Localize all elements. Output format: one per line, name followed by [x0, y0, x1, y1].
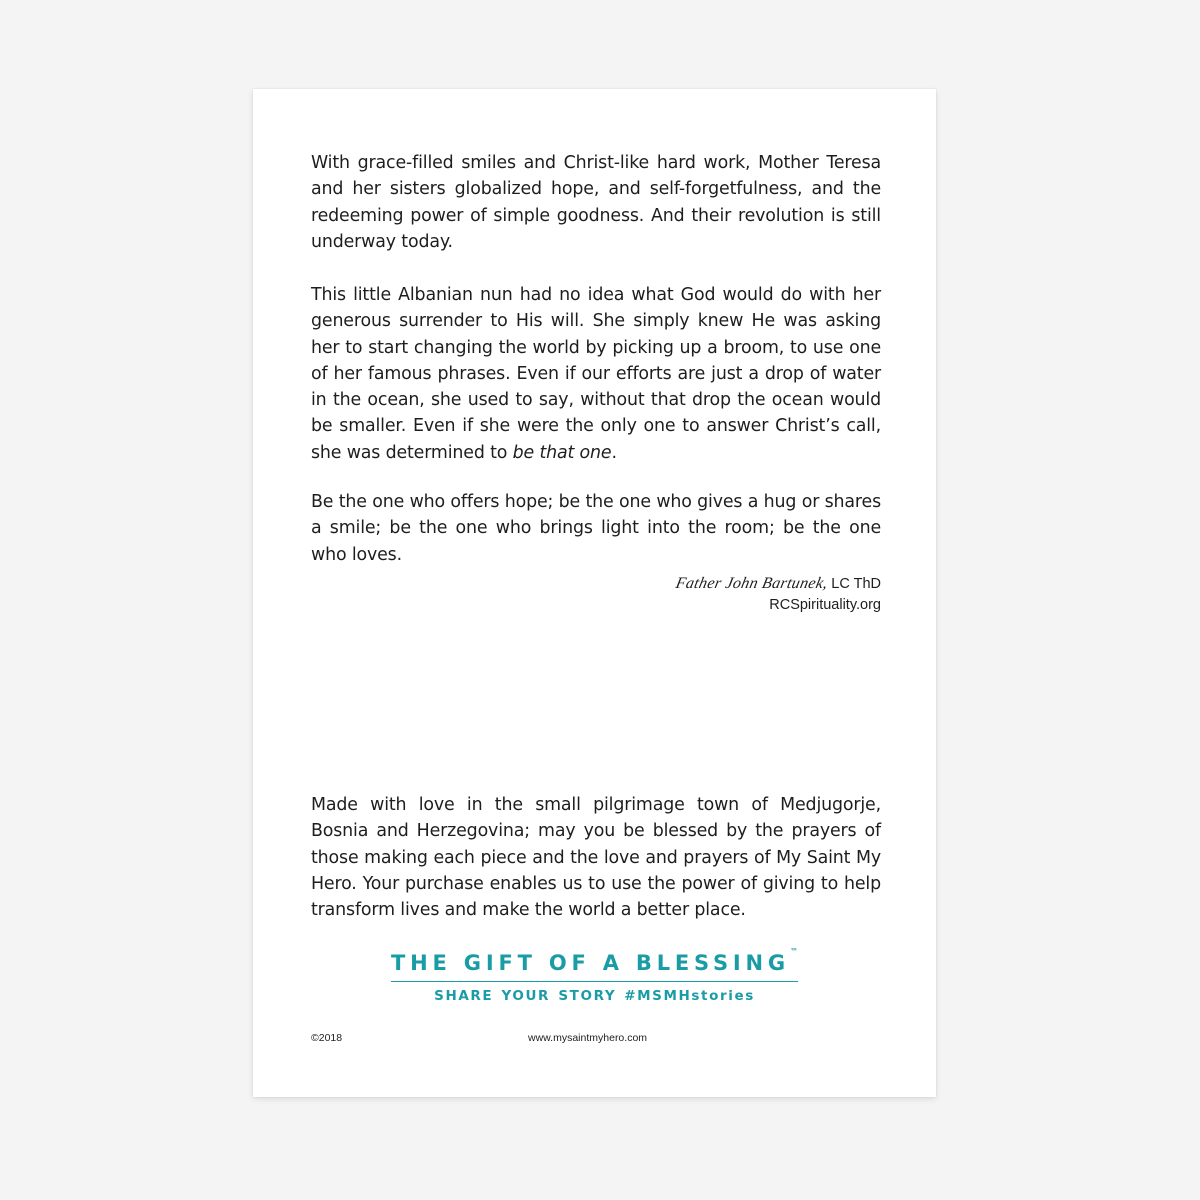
signature-website: RCSpirituality.org: [769, 597, 881, 613]
brand-hashtag: #MSMHstories: [624, 988, 755, 1004]
brand-block: [253, 947, 936, 1004]
paragraph-intro-text: With grace-filled smiles and Christ-like hard work, Mother Teresa and her sisters globalized hope, and self-forgetfulness, and the redeeming power of simple goodness. And their revolution is still underway today.: [311, 153, 881, 252]
prayer-card: [253, 89, 936, 1097]
signature-credentials: LC ThD: [831, 576, 881, 592]
paragraph-origin: [311, 792, 881, 923]
footer-url: www.mysaintmyhero.com: [528, 1032, 648, 1044]
paragraph-story-emphasis: be that one: [512, 442, 612, 463]
paragraph-exhortation-text: Be the one who offers hope; be the one who gives a hug or shares a smile; be the one who brings light into the room; be the one who loves.: [311, 492, 881, 565]
brand-tagline-text: SHARE YOUR STORY: [434, 988, 617, 1004]
signature-line: [673, 573, 881, 595]
paragraph-origin-text: Made with love in the small pilgrimage town of Medjugorje, Bosnia and Herzegovina; may you be blessed by the prayers of those making each piece and the love and prayers of My Saint My Hero. Your purchase enables us to use the power of giving to help transform lives and make the world a better place.: [311, 795, 881, 921]
brand-title: [391, 947, 798, 982]
paragraph-intro: [311, 150, 881, 255]
paragraph-story-end: .: [611, 442, 617, 463]
paragraph-story: [311, 282, 881, 466]
paragraph-story-main: This little Albanian nun had no idea what God would do with her generous surrender to His will. She simply knew He was asking her to start changing the world by picking up a broom, to use one of her famous phrases. Even if our efforts are just a drop of water in the ocean, she used to say, without that drop the ocean would be smaller. Even if she were the only one to answer Christ’s call, she was determined to: [311, 285, 881, 463]
trademark-symbol: ™: [789, 947, 798, 956]
signature-block: [673, 573, 881, 616]
signature-name: Father John Bartunek,: [673, 575, 830, 592]
copyright-text: ©2018: [311, 1032, 343, 1044]
brand-title-text: THE GIFT OF A BLESSING: [391, 951, 790, 975]
paragraph-story-text: [311, 282, 881, 466]
paragraph-exhortation: [311, 489, 881, 568]
brand-tagline: [253, 988, 936, 1004]
